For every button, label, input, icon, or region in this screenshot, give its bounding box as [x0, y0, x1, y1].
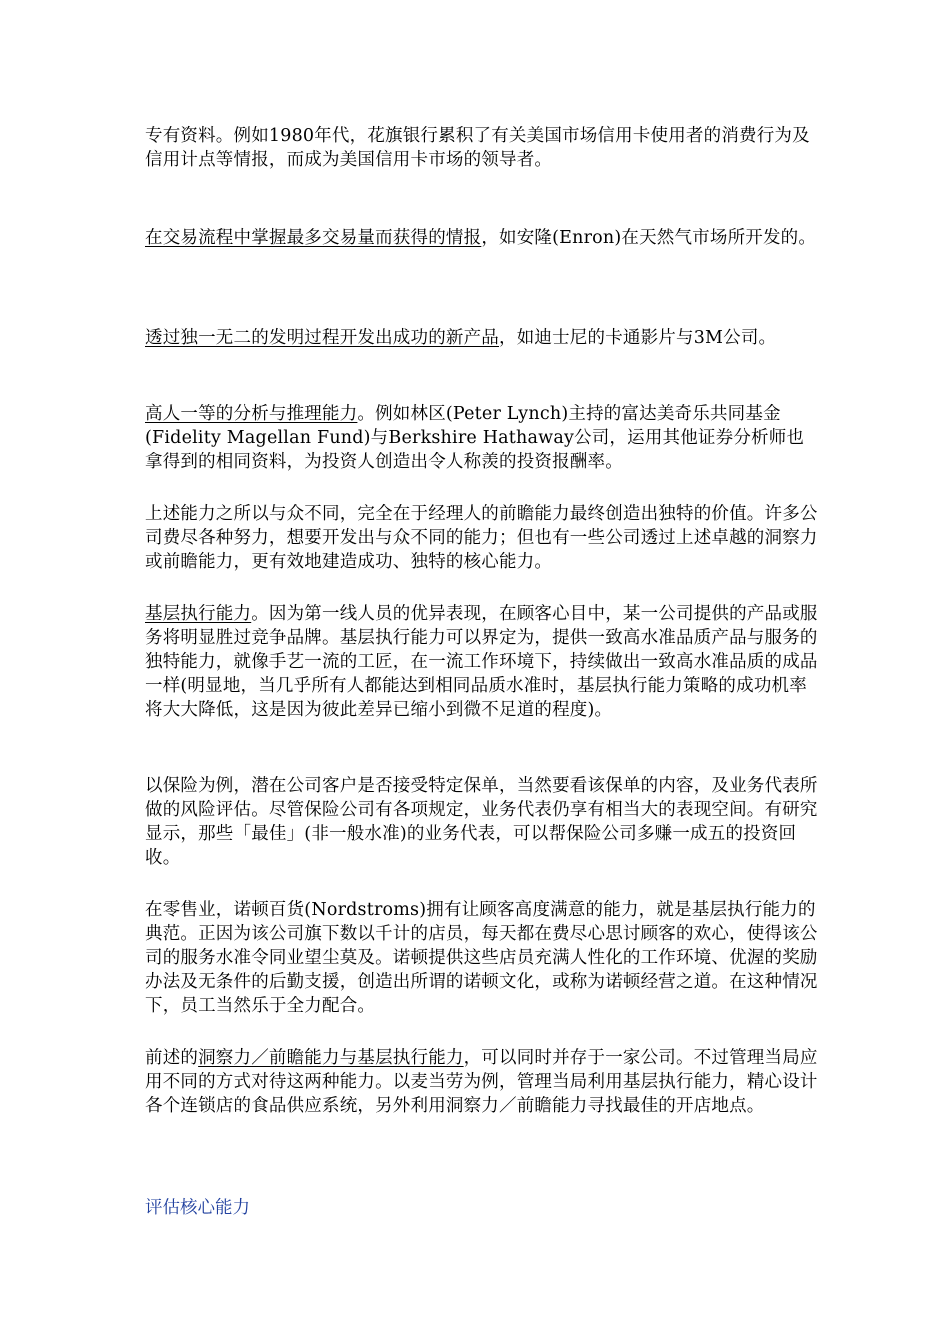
paragraph-insurance-example: [145, 774, 820, 870]
section-heading: 评估核心能力: [145, 1198, 250, 1218]
paragraph-analysis-ability: [145, 402, 820, 474]
paragraph-text: 上述能力之所以与众不同，完全在于经理人的前瞻能力最终创造出独特的价值。许多公司费尽各种努力，想要开发出与众不同的能力；但也有一些公司透过上述卓越的洞察力或前瞻能力，更有效地建造成功、独特的核心能力。: [145, 504, 818, 572]
paragraph-text: 。例如林区(Peter Lynch)主持的富达美奇乐共同基金(Fidelity Magellan Fund)与Berkshire Hathaway公司，运用其他证券分析师也拿得到的相同资料，为投资人创造出令人称羡的投资报酬率。: [145, 404, 805, 472]
underlined-phrase: 在交易流程中掌握最多交易量而获得的情报: [145, 228, 482, 248]
paragraph-text: 。因为第一线人员的优异表现，在顾客心目中，某一公司提供的产品或服务将明显胜过竞争品牌。基层执行能力可以界定为，提供一致高水准品质产品与服务的独特能力，就像手艺一流的工匠，在一流工作环境下，持续做出一致高水准品质的成品一样(明显地，当几乎所有人都能达到相同品质水准时，基层执行能力策略的成功机率将大大降低，这是因为彼此差异已缩小到微不足道的程度)。: [145, 604, 818, 720]
paragraph-retail-example: [145, 898, 820, 1018]
paragraph-text: 专有资料。例如1980年代，花旗银行累积了有关美国市场信用卡使用者的消费行为及信用计点等情报，而成为美国信用卡市场的领导者。: [145, 126, 810, 170]
paragraph-text: 前述的: [145, 1048, 199, 1068]
paragraph-frontline-execution: [145, 602, 820, 722]
underlined-phrase: 透过独一无二的发明过程开发出成功的新产品: [145, 328, 499, 348]
paragraph-text: ，如迪士尼的卡通影片与3M公司。: [499, 328, 777, 348]
paragraph-coexistence: [145, 1046, 820, 1118]
paragraph-transaction-info: [145, 226, 820, 250]
underlined-phrase: 洞察力／前瞻能力与基层执行能力: [198, 1048, 464, 1068]
underlined-phrase: 高人一等的分析与推理能力: [145, 404, 358, 424]
underlined-phrase: 基层执行能力: [145, 604, 252, 624]
paragraph-proprietary-data: [145, 124, 820, 172]
paragraph-foresight-summary: [145, 502, 820, 574]
paragraph-text: 以保险为例，潜在公司客户是否接受特定保单，当然要看该保单的内容，及业务代表所做的风险评估。尽管保险公司有各项规定，业务代表仍享有相当大的表现空间。有研究显示，那些「最佳」(非一般水准)的业务代表，可以帮保险公司多赚一成五的投资回收。: [145, 776, 818, 868]
paragraph-text: ，如安隆(Enron)在天然气市场所开发的。: [481, 228, 817, 248]
paragraph-text: ，可以同时并存于一家公司。不过管理当局应用不同的方式对待这两种能力。以麦当劳为例，管理当局利用基层执行能力，精心设计各个连锁店的食品供应系统，另外利用洞察力／前瞻能力寻找最佳的开店地点。: [145, 1048, 818, 1116]
paragraph-text: 在零售业，诺顿百货(Nordstroms)拥有让顾客高度满意的能力，就是基层执行能力的典范。正因为该公司旗下数以千计的店员，每天都在费尽心思讨顾客的欢心，使得该公司的服务水准令同业望尘莫及。诺顿提供这些店员充满人性化的工作环境、优渥的奖励办法及无条件的后勤支援，创造出所谓的诺顿文化，或称为诺顿经营之道。在这种情况下，员工当然乐于全力配合。: [145, 900, 818, 1016]
paragraph-invention-process: [145, 326, 820, 350]
